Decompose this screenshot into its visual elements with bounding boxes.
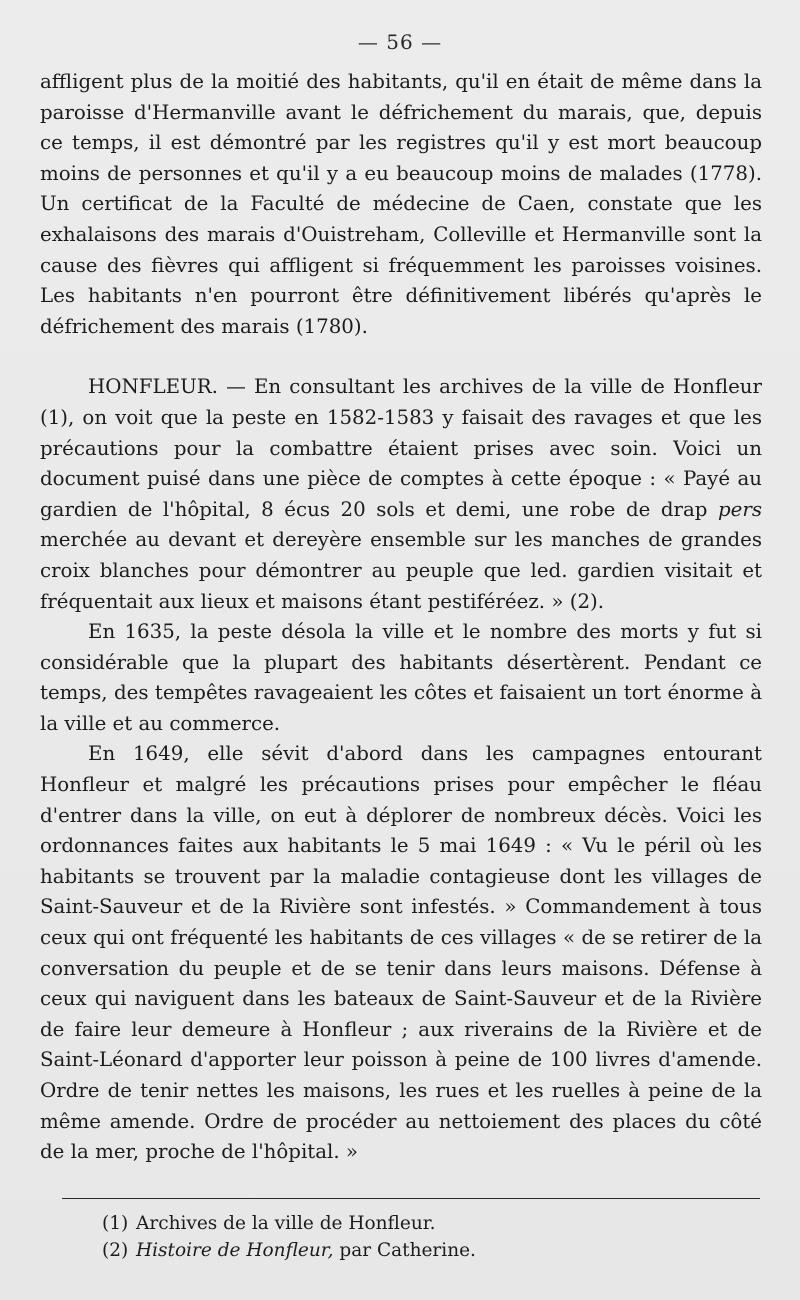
footnote-divider [62,1198,760,1199]
paragraph-marais: affligent plus de la moitié des habitants, qu'il en était de même dans la paroisse d'Hermanville avant le défrichement du marais, que, depuis ce temps, il est démontré par les registres qu'il y est mort beaucoup moins de personnes et qu'il y a eu beaucoup moins de malades (1778). Un certificat de la Faculté de médecine de Caen, constate que les exhalaisons des marais d'Ouistreham, Colleville et Hermanville sont la cause des fièvres qui affligent si fréquemment les paroisses voisines. Les habitants n'en pourront être définitivement libérés qu'après le défrichement des marais (1780). [40,70,762,338]
paragraph-honfleur-text-end: merchée au devant et dereyère ensemble sur les manches de grandes croix blanches pour démontrer au peuple que led. gardien visitait et fréquentait aux lieux et maisons étant pestiféréez. » (2). [40,528,762,613]
footnotes [102,1210,762,1264]
footnote-1 [102,1210,762,1237]
paragraph-honfleur [40,372,762,617]
paragraph-1635: En 1635, la peste désola la ville et le nombre des morts y fut si considérable que la plupart des habitants désertèrent. Pendant ce temps, des tempêtes ravageaient les côtes et faisaient un tort énorme à la ville et au commerce. [40,620,762,735]
footnote-2-title: Histoire de Honfleur, [136,1240,334,1261]
footnote-1-number: (1) [102,1213,129,1234]
paragraph-1649: En 1649, elle sévit d'abord dans les campagnes entourant Honfleur et malgré les précautions prises pour empêcher le fléau d'entrer dans la ville, on eut à déplorer de nombreux décès. Voici les ordonnances faites aux habitants le 5 mai 1649 : « Vu le péril où les habitants se trouvent par la maladie contagieuse dont les villages de Saint-Sauveur et de la Rivière sont infestés. » Commandement à tous ceux qui ont fréquenté les habitants de ces villages « de se retirer de la conversation du peuple et de se tenir dans leurs maisons. Défense à ceux qui naviguent dans les bateaux de Saint-Sauveur et de la Rivière de faire leur demeure à Honfleur ; aux riverains de la Rivière et de Saint-Léonard d'apporter leur poisson à peine de 100 livres d'amende. Ordre de tenir nettes les maisons, les rues et les ruelles à peine de la même amende. Ordre de procéder au nettoiement des places du côté de la mer, proche de l'hôpital. » [40,742,762,1164]
footnote-2 [102,1237,762,1264]
footnote-2-text: par Catherine. [333,1240,476,1261]
page-number: — 56 — [357,30,443,54]
footnote-2-number: (2) [102,1240,129,1261]
footnote-1-text: Archives de la ville de Honfleur. [136,1213,436,1234]
paragraph-honfleur-text: HONFLEUR. — En consultant les archives de la ville de Honfleur (1), on voit que la peste en 1582-1583 y faisait des ravages et que les précautions pour la combattre étaient prises avec soin. Voici un document puisé dans une pièce de comptes à cette époque : « Payé au gardien de l'hôpital, 8 écus 20 sols et demi, une robe de drap [40,375,762,521]
italic-pers: pers [718,497,762,521]
body-text [40,67,762,1168]
